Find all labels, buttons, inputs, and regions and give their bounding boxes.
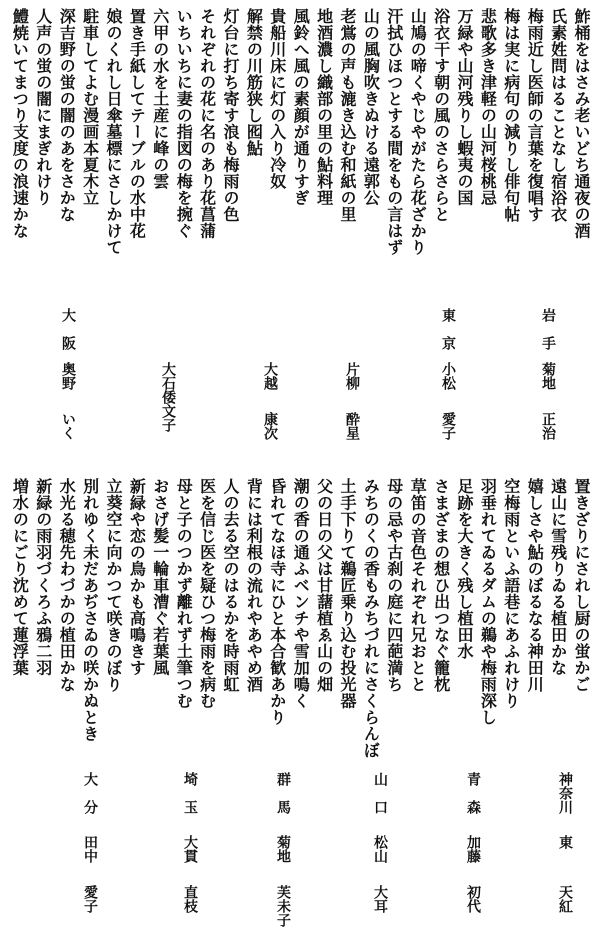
haiku-column: 立葵空に向かつて咲きのぼり — [104, 478, 123, 693]
author-surname: 加藤 — [465, 835, 481, 863]
haiku-column: 母と子のつかず離れず土筆つむ — [174, 478, 194, 709]
author-given-name: 直枝 — [182, 885, 198, 913]
author-given-name: いく — [60, 412, 76, 440]
haiku-column: 父の日の父は甘藷植ゑ山の畑 — [314, 478, 334, 693]
haiku-column: 万緑や山河残りし蝦夷の国 — [455, 8, 474, 206]
author-surname: 小松 — [440, 362, 456, 390]
haiku-column: 水光る穂先わづかの植田かな — [57, 478, 77, 693]
haiku-column: 新緑の雨羽づくろふ鴉二羽 — [33, 478, 53, 676]
haiku-column: 風鈴へ風の素顔が通りすぎ — [291, 8, 311, 206]
author-given-name: 正治 — [540, 412, 556, 440]
haiku-column: 置きざりにされし厨の蛍かご — [572, 478, 591, 693]
haiku-column: 増水のにごり沈めて蓮浮葉 — [10, 478, 30, 676]
haiku-column: 草笛の音色それぞれ兄おとと — [408, 478, 428, 693]
haiku-column: 遠山に雪残りゐる植田かな — [548, 478, 568, 676]
author-surname: 東 — [557, 835, 573, 849]
haiku-column: おさげ髪一輪車漕ぐ若葉風 — [150, 478, 170, 676]
author-prefecture: 大阪 — [60, 308, 76, 364]
haiku-column: 氏素姓問はることなし宿浴衣 — [548, 8, 568, 223]
haiku-column: 人声の蛍の闇にまぎれけり — [33, 8, 53, 206]
haiku-column: いちいちに妻の指図の梅を捥ぐ — [174, 8, 194, 239]
author-prefecture: 青森 — [465, 772, 481, 828]
haiku-column: 羽垂れてゐるダムの鵜や梅雨深し — [478, 478, 498, 726]
haiku-column: 山の風胸吹きぬける遠郭公 — [361, 8, 381, 206]
haiku-column: 地酒濃し織部の里の鮎料理 — [314, 8, 334, 206]
haiku-column: 娘のくれし日傘墓標にさしかけて — [104, 8, 123, 256]
haiku-column: 駐車してよむ漫画本夏木立 — [80, 8, 100, 206]
haiku-column: 山鳩の啼くやじやがたら花ざかり — [408, 8, 428, 256]
haiku-column: それぞれの花に名のあり花菖蒲 — [197, 8, 217, 239]
author-given-name: 愛子 — [82, 885, 98, 913]
haiku-column: 悲歌多き津軽の山河桜桃忌 — [478, 8, 498, 206]
author-prefecture: 岩手 — [540, 308, 556, 364]
haiku-column: 梅雨近し医師の言葉を復唱す — [525, 8, 545, 223]
haiku-column: 医を信じ医を疑ひつ梅雨を病む — [197, 478, 217, 709]
author-given-name: 愛子 — [440, 412, 456, 440]
haiku-column: 置き手紙してテーブルの水中花 — [127, 8, 147, 239]
author-surname: 田中 — [82, 835, 98, 863]
haiku-column: 潮の香の通ふベンチや雪加鳴く — [291, 478, 311, 709]
haiku-column: 人の去る空のはるかを時雨虹 — [221, 478, 240, 693]
haiku-column: 深吉野の蛍の闇のあをさかな — [57, 8, 77, 223]
author-prefecture: 東京 — [440, 308, 456, 364]
haiku-column: 新緑や恋の鳥かも高鳴きす — [127, 478, 147, 676]
author-given-name: 大耳 — [372, 885, 388, 913]
haiku-column: 空梅雨といふ語巷にあふれけり — [501, 478, 521, 709]
haiku-column: 梅は実に病句の減りし俳句帖 — [501, 8, 521, 223]
author-prefecture: 群馬 — [275, 772, 291, 828]
haiku-column: 背には利根の流れやあやめ酒 — [244, 478, 264, 693]
haiku-column: 解禁の川筋狭し囮鮎 — [244, 8, 264, 157]
haiku-column: 汗拭ひほつとする間をもの言はず — [384, 8, 404, 256]
author-surname: 大越 — [262, 362, 278, 390]
haiku-column: 嬉しさや鮎のぼるなる神田川 — [525, 478, 545, 693]
author-prefecture: 神奈川 — [557, 772, 573, 814]
haiku-column: 母の忌や古刹の庭に四葩満ち — [384, 478, 404, 693]
haiku-column: 鱧焼いてまつり支度の浪速かな — [10, 8, 30, 239]
haiku-column: 鮓桶をはさみ老いどち通夜の酒 — [572, 8, 591, 239]
author-given-name: 天紅 — [557, 885, 573, 913]
haiku-column: 足跡を大きく残し植田水 — [455, 478, 474, 660]
haiku-column: 六甲の水を土産に峰の雲 — [150, 8, 170, 190]
haiku-column: 老鴬の声も漉き込む和紙の里 — [338, 8, 357, 223]
haiku-column: 貴船川床に灯の入り冷奴 — [267, 8, 287, 190]
author-given-name: 康次 — [262, 412, 278, 440]
author-prefecture: 大分 — [82, 772, 98, 828]
haiku-column: みちのくの香もみちづれにさくらんぼ — [361, 478, 381, 759]
haiku-column: 浴衣干す朝の風のさらさらと — [431, 8, 451, 223]
author-surname: 菊地 — [540, 362, 556, 390]
haiku-column: さまざまの想ひ出つなぐ籠枕 — [431, 478, 451, 693]
haiku-column: 昏れてなほ寺にひと本合歓あかり — [267, 478, 287, 726]
author-given-name: 芙未子 — [275, 885, 291, 927]
author-surname: 大石倭文子 — [160, 362, 176, 432]
author-given-name: 酔星 — [344, 412, 360, 440]
author-surname: 菊地 — [275, 835, 291, 863]
author-surname: 松山 — [372, 835, 388, 863]
haiku-column: 灯台に打ち寄す浪も梅雨の色 — [221, 8, 240, 223]
author-surname: 大貫 — [182, 835, 198, 863]
author-prefecture: 埼玉 — [182, 772, 198, 828]
haiku-column: 別れゆく未だあぢさゐの咲かぬとき — [80, 478, 100, 742]
author-surname: 奥野 — [60, 362, 76, 390]
haiku-column: 土手下りて鵜匠乗り込む投光器 — [338, 478, 357, 709]
author-surname: 片柳 — [344, 362, 360, 390]
author-given-name: 初代 — [465, 885, 481, 913]
author-prefecture: 山口 — [372, 772, 388, 828]
